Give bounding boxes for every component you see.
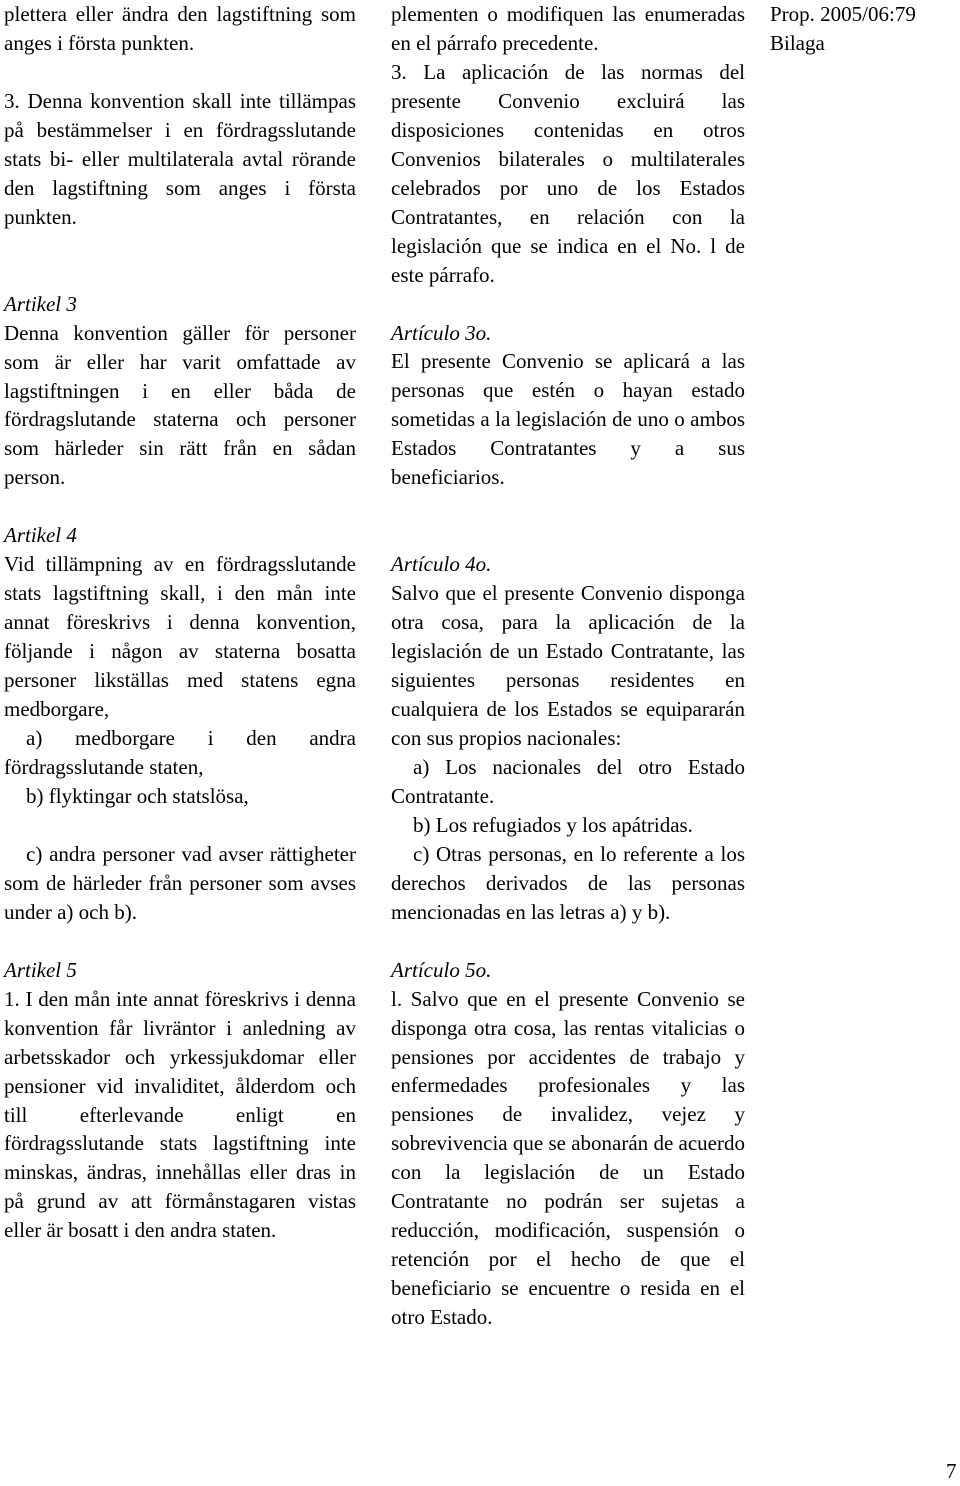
es-article-4-item-c: c) Otras personas, en lo referente a los derechos derivados de las personas mencionadas en las letras a) y b).	[391, 841, 745, 924]
es-article-5-text: l. Salvo que en el presente Convenio se disponga otra cosa, las rentas vitalicias o pensiones por accidentes de trabajo y enfermedades profesionales y las pensiones de invalidez, vejez y sobrevivencia que se abonarán de acuerdo con la legislación de un Estado Contratante no podrán ser sujetas a reducción, modificación, suspensión o retención por el hecho de que el beneficiario se encuentre o resida en el otro Estado.	[391, 986, 745, 1330]
sv-article-4-heading: Artikel 4	[4, 523, 77, 548]
margin-reference	[770, 0, 916, 58]
sv-article-4-text: Vid tillämpning av en fördragsslutande stats lagstiftning skall, i den mån inte annat föreskrivs i denna konvention, följande i någon av staterna bosatta personer likställas med statens egna medborgare,	[4, 552, 356, 722]
sv-article-5-heading: Artikel 5	[4, 957, 77, 982]
sv-article-5-text: 1. I den mån inte annat föreskrivs i denna konvention får livräntor i anledning av arbetsskador och yrkessjukdomar eller pensioner vid invaliditet, ålderdom och till efterlevande enligt en fördragsslutande stats lagstiftning inte minskas, ändras, innehållas eller dras in på grund av att förmånstagaren vistas eller är bosatt i den andra staten.	[4, 986, 356, 1243]
sv-paragraph-2: 3. Denna konvention skall inte tillämpas på bestämmelser i en fördragsslutande stats bi- eller multilaterala avtal rörande den lagstiftning som anges i första punkten.	[4, 88, 356, 229]
sv-article-4-item-a: a) medborgare i den andra fördragsslutande staten,	[4, 726, 356, 779]
sv-article-4-item-b: b) flyktingar och statslösa,	[26, 783, 249, 808]
es-article-4-item-a: a) Los nacionales del otro Estado Contratante.	[391, 754, 745, 808]
appendix-label: Bilaga	[770, 30, 825, 55]
es-article-4-text: Salvo que el presente Convenio disponga otra cosa, para la aplicación de la legislación de un Estado Contratante, las siguientes personas residentes en cualquiera de los Estados se equipararán con sus propios nacionales:	[391, 581, 745, 750]
es-article-3-text: El presente Convenio se aplicará a las personas que estén o hayan estado sometidas a la legislación de uno o ambos Estados Contratantes y a sus beneficiarios.	[391, 349, 745, 490]
sv-article-3-text: Denna konvention gäller för personer som är eller har varit omfattade av lagstiftningen i en eller båda de fördragslutande staterna och personer som härleder sin rätt från en sådan person.	[4, 320, 356, 490]
proposition-reference: Prop. 2005/06:79	[770, 2, 916, 26]
page-number: 7	[946, 1459, 957, 1483]
es-article-5-heading: Artículo 5o.	[391, 957, 492, 982]
es-paragraph-2: 3. La aplicación de las normas del presente Convenio excluirá las disposiciones contenidas en otros Convenios bilaterales o multilaterales celebrados por uno de los Estados Contratantes, en relación con la legislación que se indica en el No. l de este párrafo.	[391, 59, 745, 287]
es-article-4-heading: Artículo 4o.	[391, 552, 492, 577]
sv-article-3-heading: Artikel 3	[4, 291, 77, 316]
swedish-column	[4, 0, 356, 1245]
es-article-3-heading: Artículo 3o.	[391, 320, 492, 345]
es-article-4-item-b: b) Los refugiados y los apátridas.	[413, 812, 693, 837]
sv-paragraph-1: plettera eller ändra den lagstiftning som anges i första punkten.	[4, 2, 356, 55]
es-paragraph-1: plementen o modifiquen las enumeradas en el párrafo precedente.	[391, 2, 745, 55]
spanish-column	[391, 0, 745, 1332]
sv-article-4-item-c: c) andra personer vad avser rättigheter som de härleder från personer som avses under a) och b).	[4, 841, 356, 924]
